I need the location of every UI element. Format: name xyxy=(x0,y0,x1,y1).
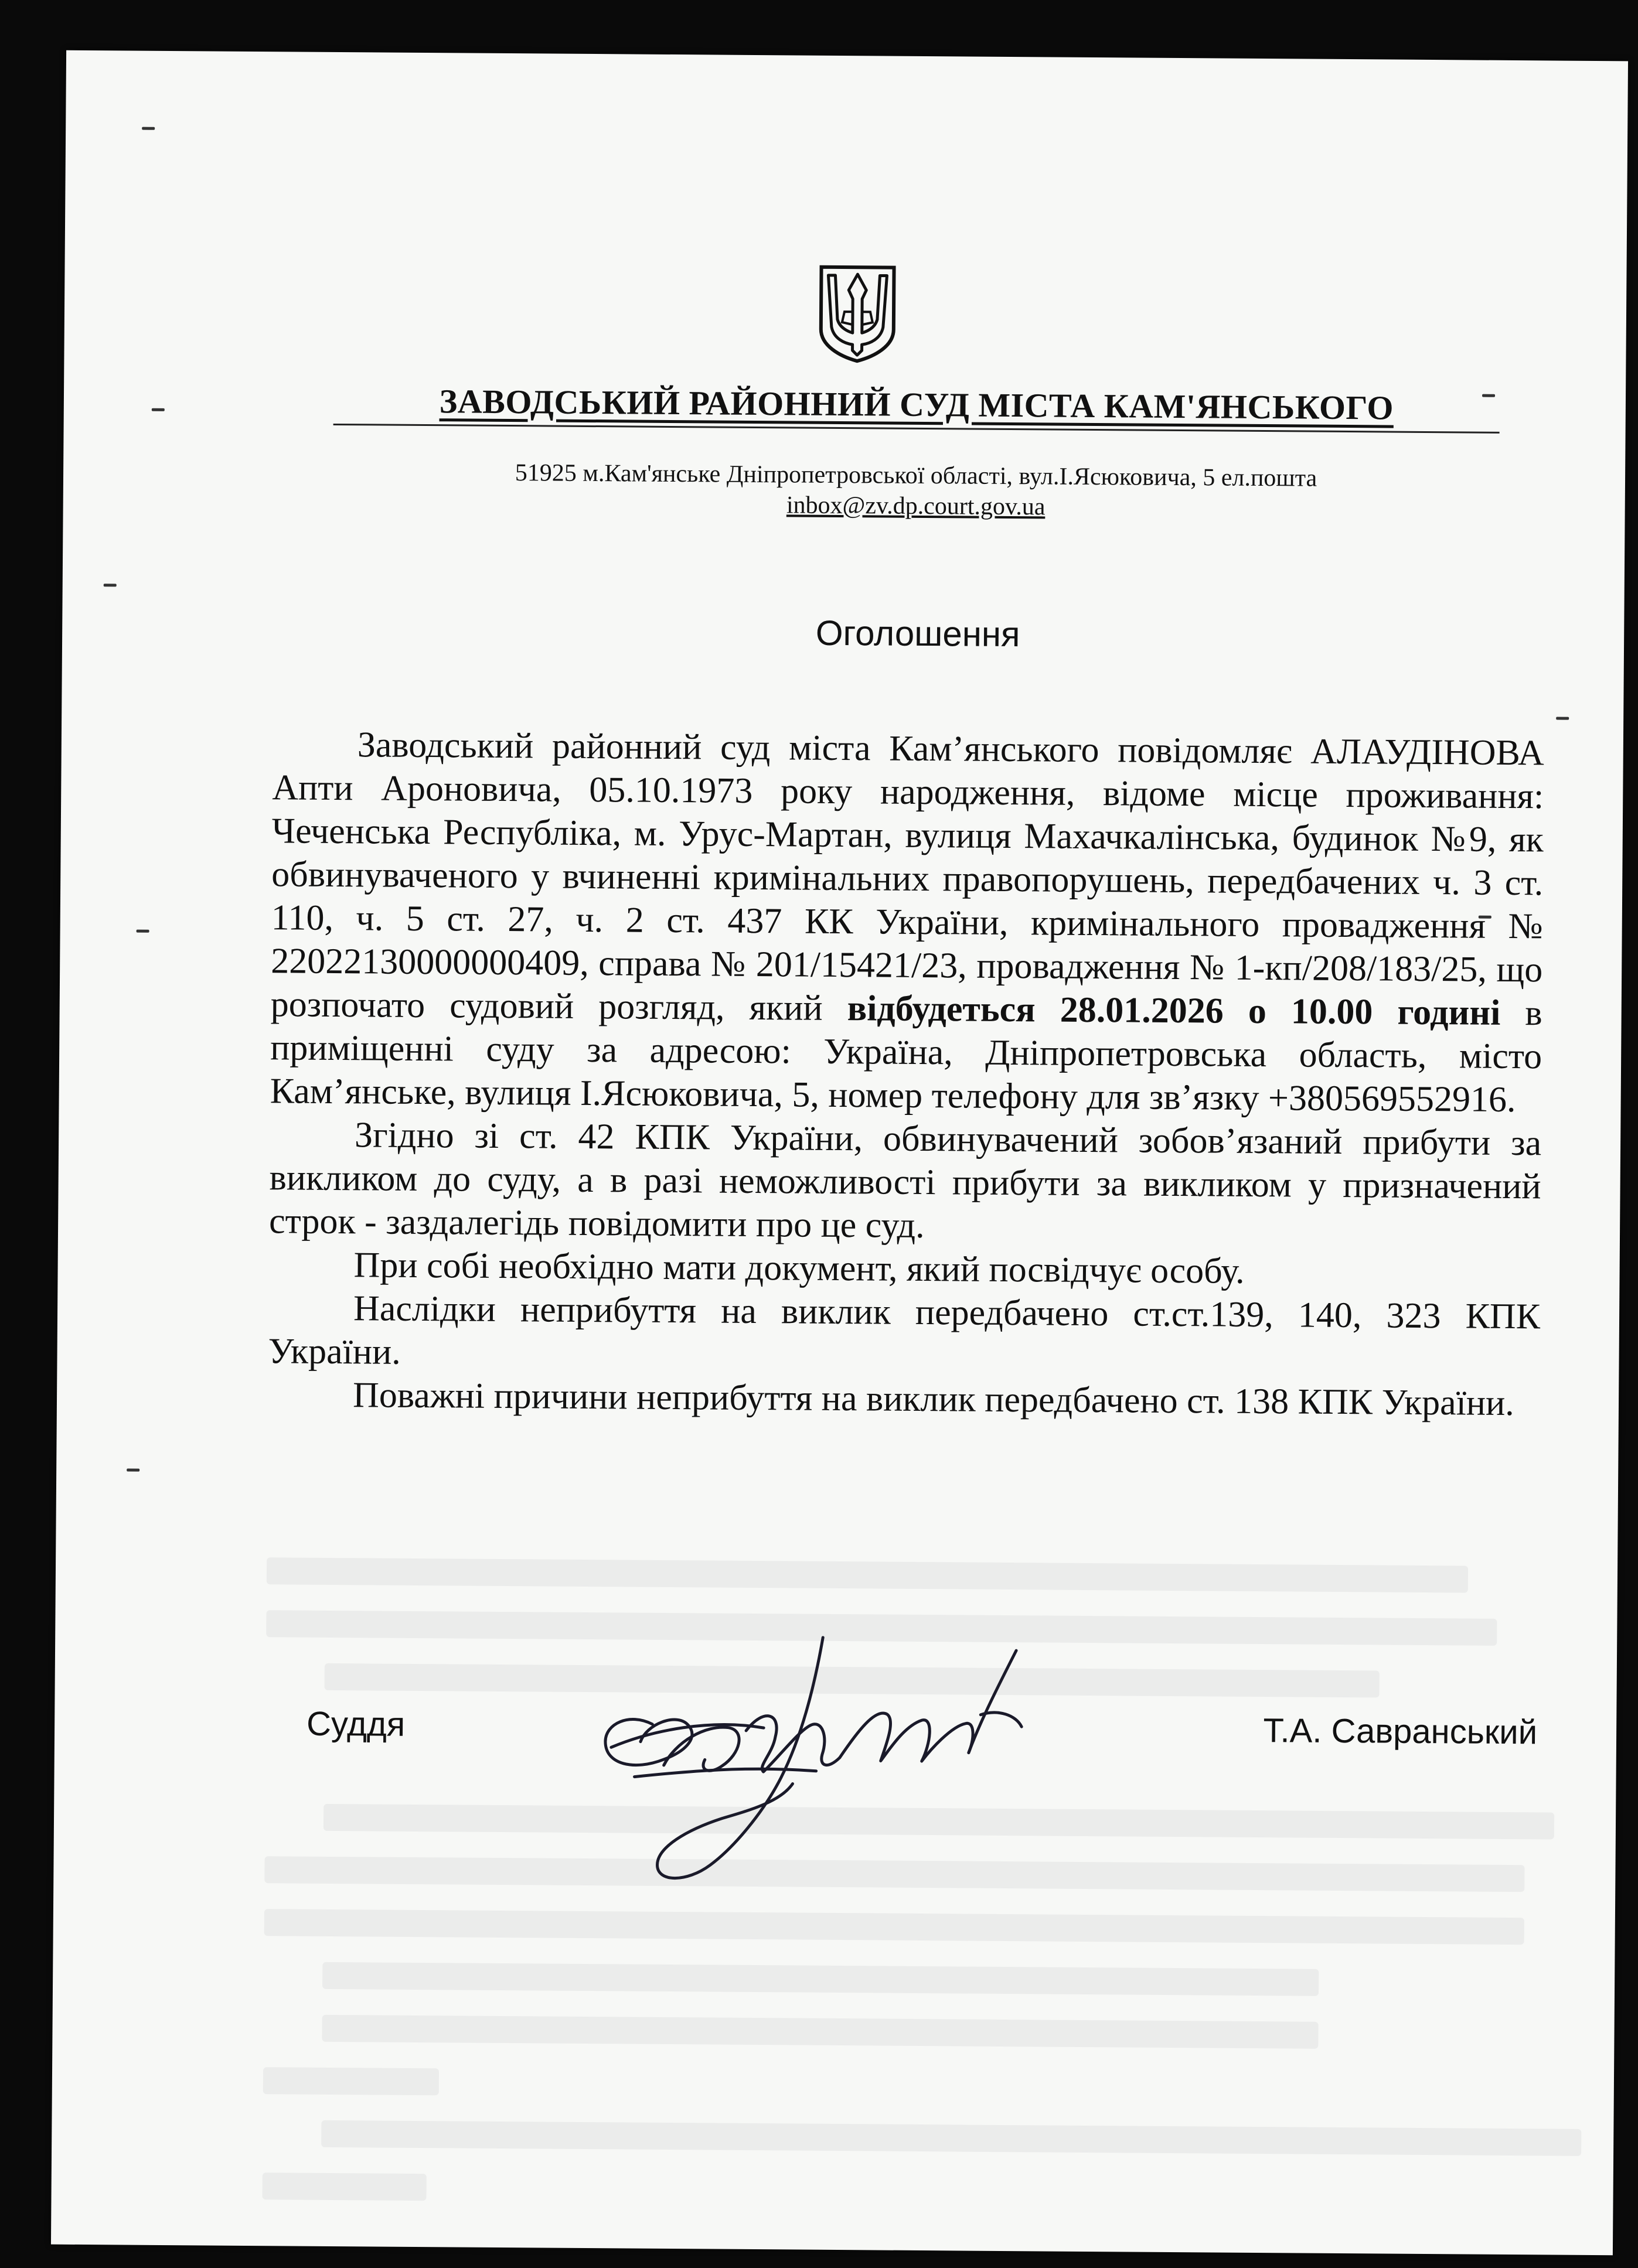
edge-mark xyxy=(127,1469,139,1472)
valid-reasons-paragraph: Поважні причини неприбуття на виклик передбачено ст. 138 КПК України. xyxy=(352,1375,1515,1424)
edge-mark xyxy=(104,584,117,586)
court-name-heading: ЗАВОДСЬКИЙ РАЙОННИЙ СУД МІСТА КАМ'ЯНСЬКОГО xyxy=(439,382,1394,427)
bleed-through-line xyxy=(263,2067,439,2095)
edge-mark xyxy=(142,127,155,130)
bleed-through-line xyxy=(322,2015,1318,2049)
coat-of-arms-trident-icon xyxy=(816,264,898,364)
address-line: 51925 м.Кам'янське Дніпропетровської області, вул.І.Ясюковича, 5 ел.пошта xyxy=(515,459,1317,492)
document-requirement-paragraph: При собі необхідно мати документ, який посвідчує особу. xyxy=(353,1245,1245,1291)
edge-mark xyxy=(1556,717,1569,720)
bleed-through-line xyxy=(263,2172,427,2201)
edge-mark xyxy=(152,408,165,411)
signer-role: Суддя xyxy=(306,1704,406,1744)
court-address xyxy=(333,456,1500,526)
court-email-link[interactable]: inbox@zv.dp.court.gov.ua xyxy=(786,492,1046,521)
hearing-date-highlight: відбудеться 28.01.2026 о 10.00 годині xyxy=(847,988,1501,1033)
bleed-through-line xyxy=(321,2120,1581,2156)
bleed-through-line xyxy=(322,1962,1319,1996)
announcement-body xyxy=(268,722,1544,1425)
consequences-paragraph: Наслідки неприбуття на виклик передбачено ст.ст.139, 140, 323 КПК України. xyxy=(268,1288,1541,1372)
document-page xyxy=(51,50,1628,2256)
judge-name: Т.А. Савранський xyxy=(1263,1711,1538,1752)
edge-mark xyxy=(137,930,149,933)
handwritten-signature-icon xyxy=(569,1624,1157,1933)
obligation-paragraph: Згідно зі ст. 42 КПК України, обвинувачений зобов’язаний прибути за викликом до суду, а в разі неможливості прибути за викликом у призначений строк - заздалегідь повідомити про це суд. xyxy=(268,1115,1542,1246)
announcement-paragraph: Заводський районний суд міста Кам’янського повідомляє АЛАУДІНОВА Апти Ароновича, 05.10.1973 року народження, відоме місце проживання: Чеченська Республіка, м. Урус-Мартан, вулиця Махачкалінська, будинок №9, як обвинуваченого у вчиненні кримінальних правопорушень, передбачених ч. 3 ст. 110, ч. 5 ст. 27, ч. 2 ст. 437 КК України, кримінального провадження № 22022130000000409, справа № 201/15421/23, провадження № 1-кп/208/183/25, що розпочато судовий розгляд, який відбудеться 28.01.2026 о 10.00 годині в приміщенні суду за адресою: Україна, Дніпропетровська область, місто Кам’янське, вулиця І.Ясюковича, 5, номер телефону для зв’язку +380569552916. xyxy=(270,725,1545,1120)
document-title: Оголошення xyxy=(815,613,1020,654)
bleed-through-line xyxy=(267,1557,1468,1592)
